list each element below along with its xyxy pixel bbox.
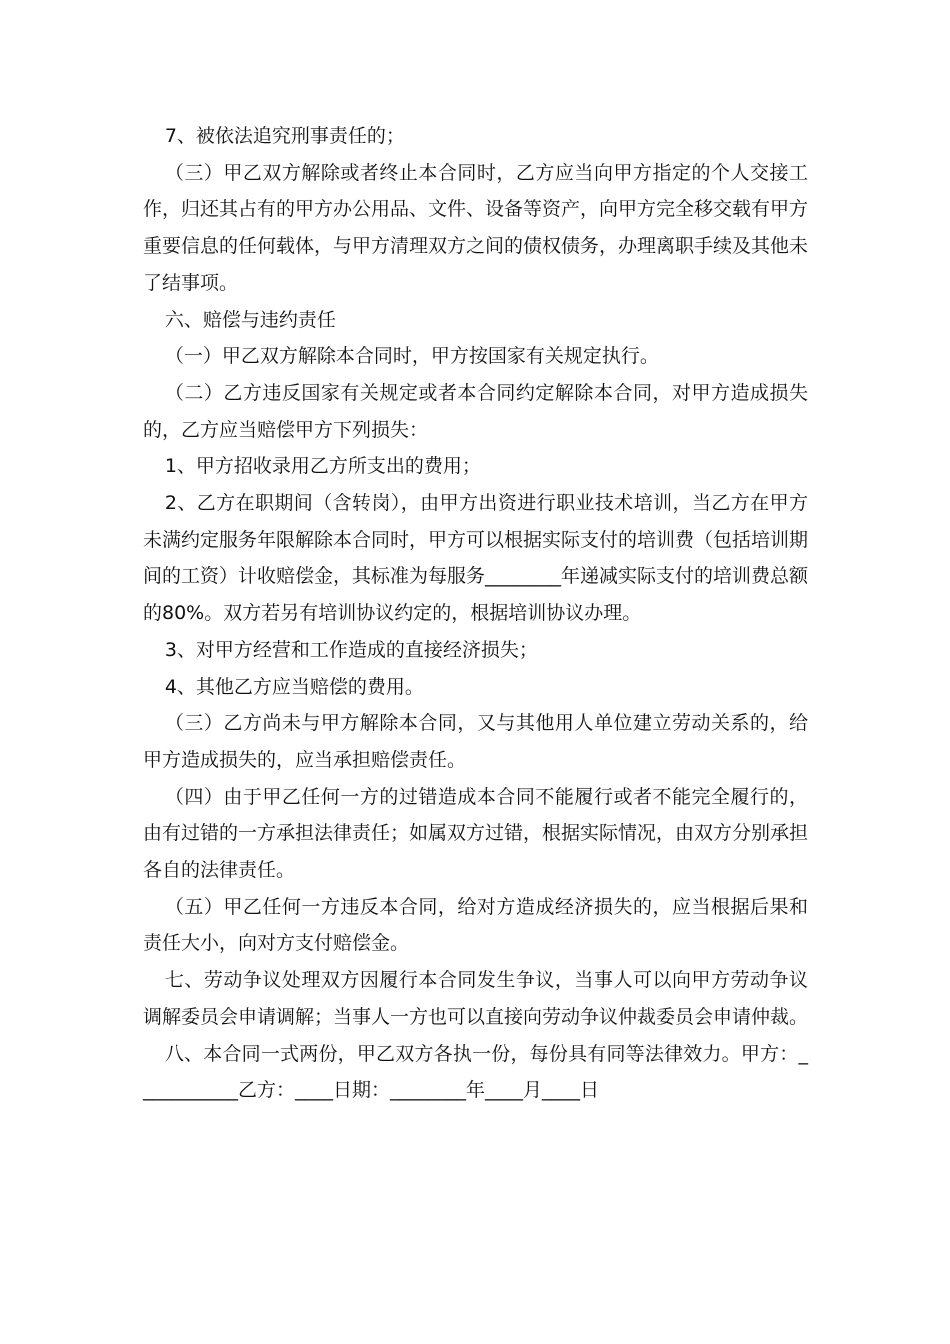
list-item-other-cost: 4、其他乙方应当赔偿的费用。 bbox=[164, 675, 424, 698]
section-heading-compensation: 六、赔偿与违约责任 bbox=[164, 308, 336, 331]
paragraph-item-7: 7、被依法追究刑事责任的； bbox=[164, 125, 405, 147]
section-copies-signature: 八、本合同一式两份，甲乙双方各执一份，每份具有同等法律效力。甲方：___________乙方：____日期：________年____月____日 bbox=[143, 1042, 808, 1102]
list-item-training-cost: 2、乙方在职期间（含转岗），由甲方出资进行职业技术培训，当乙方在甲方未满约定服务年限解除本合同时，甲方可以根据实际支付的培训费（包括培训期间的工资）计收赔偿金，其标准为每服务________年递减实际支付的培训费总额的80%。双方若另有培训协议约定的，根据培训协议办理。 bbox=[143, 492, 809, 625]
list-item-recruitment-cost: 1、甲方招收录用乙方所支出的费用； bbox=[164, 455, 481, 478]
paragraph-handover: （三）甲乙双方解除或者终止本合同时，乙方应当向甲方指定的个人交接工作，归还其占有的甲方办公用品、文件、设备等资产，向甲方完全移交载有甲方重要信息的任何载体，与甲方清理双方之间的债权债务，办理离职手续及其他未了结事项。 bbox=[143, 161, 809, 294]
section-dispute-resolution: 七、劳动争议处理双方因履行本合同发生争议，当事人可以向甲方劳动争议调解委员会申请调解；当事人一方也可以直接向劳动争议仲裁委员会申请仲裁。 bbox=[143, 969, 809, 1028]
paragraph-compensation-3: （三）乙方尚未与甲方解除本合同，又与其他用人单位建立劳动关系的，给甲方造成损失的，应当承担赔偿责任。 bbox=[143, 712, 808, 771]
paragraph-compensation-4: （四）由于甲乙任何一方的过错造成本合同不能履行或者不能完全履行的，由有过错的一方承担法律责任；如属双方过错，根据实际情况，由双方分别承担各自的法律责任。 bbox=[143, 785, 809, 882]
paragraph-compensation-1: （一）甲乙双方解除本合同时，甲方按国家有关规定执行。 bbox=[164, 345, 659, 368]
document-body bbox=[143, 118, 808, 1109]
paragraph-compensation-2: （二）乙方违反国家有关规定或者本合同约定解除本合同，对甲方造成损失的，乙方应当赔偿甲方下列损失： bbox=[143, 381, 808, 441]
list-item-direct-loss: 3、对甲方经营和工作造成的直接经济损失； bbox=[164, 638, 538, 661]
paragraph-compensation-5: （五）甲乙任何一方违反本合同，给对方造成经济损失的，应当根据后果和责任大小，向对方支付赔偿金。 bbox=[143, 895, 808, 955]
